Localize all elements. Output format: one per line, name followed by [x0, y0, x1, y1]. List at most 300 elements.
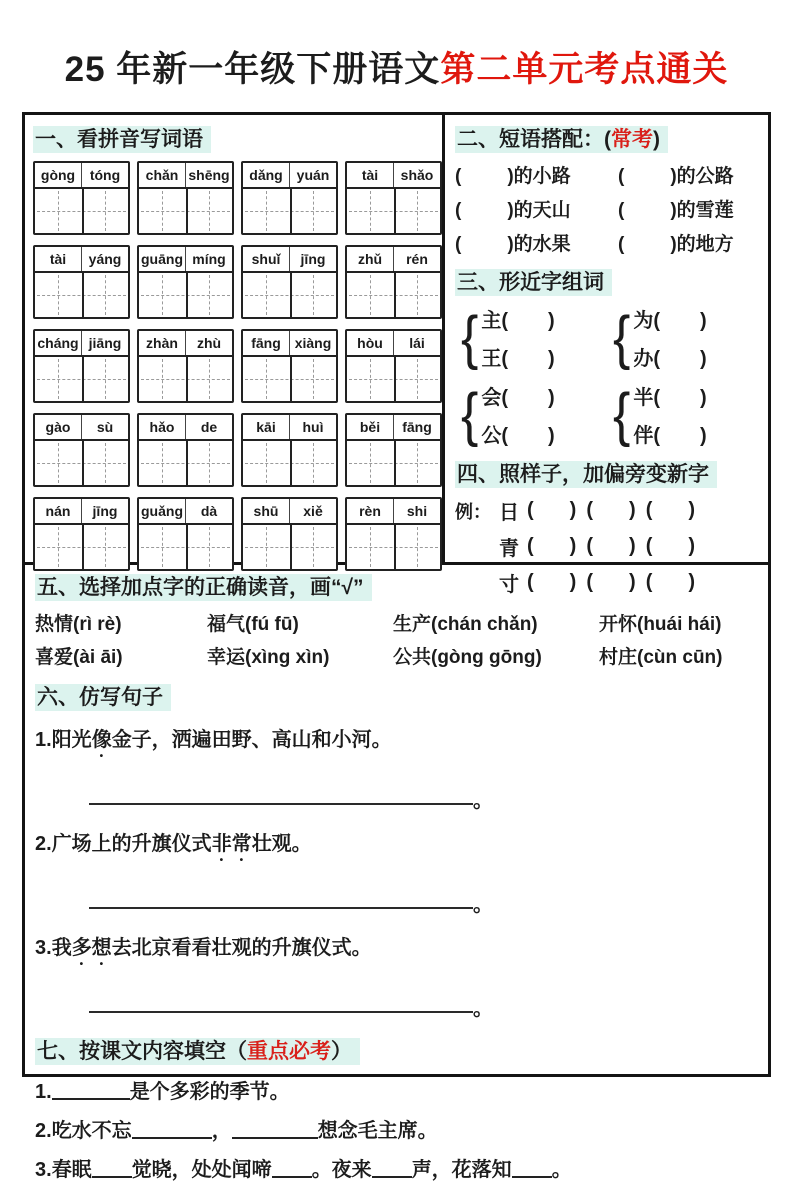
pinyin-syllable: de — [185, 415, 232, 439]
pronunciation-item: 喜爱(ài āi) — [35, 647, 123, 668]
writing-grid — [243, 525, 336, 569]
line-text: 。夜来 — [311, 1159, 372, 1181]
pinyin-syllables — [347, 499, 440, 525]
cell-divider-line — [82, 525, 84, 569]
close-paren: ) — [548, 387, 555, 409]
similar-char-column — [633, 381, 706, 448]
writing-grid — [35, 273, 128, 317]
pinyin-syllable: yuán — [289, 163, 336, 187]
phrase-match-item — [455, 195, 618, 222]
writing-grid — [243, 441, 336, 485]
pinyin-syllable: chǎn — [145, 167, 179, 183]
sentence-prompt — [35, 931, 758, 970]
line-text: 想念毛主席。 — [317, 1120, 438, 1142]
pinyin-word-box — [33, 329, 130, 403]
pinyin-word-box — [137, 413, 234, 487]
close-paren: ) — [548, 310, 555, 332]
cell-divider-line — [186, 273, 188, 317]
section-7-heading-text — [35, 1038, 360, 1065]
pinyin-syllable: huì — [289, 415, 336, 439]
pinyin-syllables — [347, 163, 440, 189]
cell-divider-line — [82, 273, 84, 317]
line-number: 2. — [35, 1120, 52, 1142]
pronunciation-item: 公共(gòng gōng) — [393, 647, 542, 668]
char: 会( — [481, 387, 509, 409]
phrase-match-row — [455, 229, 765, 256]
dashed-vertical-line — [105, 527, 106, 567]
pinyin-syllables — [243, 247, 336, 273]
close-paren: ) — [688, 571, 696, 593]
writing-grid — [139, 189, 232, 233]
brace-glyph: { — [613, 381, 631, 448]
pinyin-syllable: tài — [361, 167, 379, 183]
char: 半( — [633, 387, 661, 409]
answer-parens — [527, 499, 576, 522]
pinyin-syllables — [35, 415, 128, 441]
pinyin-syllables — [347, 415, 440, 441]
dashed-vertical-line — [105, 191, 106, 231]
similar-char-column — [481, 381, 554, 448]
writing-grid — [347, 357, 440, 401]
dashed-vertical-line — [162, 527, 163, 567]
char: 王( — [481, 348, 509, 370]
pinyin-syllable: rèn — [359, 503, 381, 519]
pinyin-syllable: tài — [49, 251, 67, 267]
pinyin-syllable: shi — [393, 499, 440, 523]
page-title-black: 25 年新一年级下册语文 — [64, 50, 441, 89]
base-char: 日 — [499, 502, 519, 524]
char: 为( — [633, 310, 661, 332]
pinyin-syllables — [35, 331, 128, 357]
similar-char-entry — [633, 304, 706, 333]
dashed-vertical-line — [209, 527, 210, 567]
pinyin-syllable: dà — [185, 499, 232, 523]
pinyin-syllable: kāi — [256, 419, 276, 435]
similar-char-entry — [481, 419, 554, 448]
open-paren: ( — [586, 571, 594, 593]
blank-underline — [52, 1084, 130, 1100]
fill-in-line — [35, 1153, 758, 1182]
pinyin-syllables — [35, 247, 128, 273]
similar-char-group — [613, 381, 765, 448]
open-paren: ( — [645, 535, 653, 557]
pinyin-grid-row — [33, 413, 442, 487]
similar-char-entry — [481, 381, 554, 410]
pinyin-syllable: míng — [185, 247, 232, 271]
writing-grid — [243, 189, 336, 233]
pinyin-word-box — [33, 497, 130, 571]
pinyin-syllables — [139, 247, 232, 273]
fill-in-line — [35, 1075, 758, 1104]
dashed-vertical-line — [162, 275, 163, 315]
pinyin-syllable: shēng — [185, 163, 232, 187]
phrase-match-item — [455, 161, 618, 188]
pinyin-syllables — [35, 163, 128, 189]
base-char: 寸 — [499, 574, 519, 596]
dashed-vertical-line — [417, 191, 418, 231]
char: 伴( — [633, 425, 661, 447]
cell-divider-line — [394, 525, 396, 569]
open-paren: ( — [455, 200, 462, 221]
cell-divider-line — [82, 357, 84, 401]
pinyin-word-box — [137, 497, 234, 571]
period: 。 — [473, 894, 493, 916]
brace-glyph: { — [461, 381, 479, 448]
dashed-vertical-line — [58, 527, 59, 567]
phrase-suffix: )的地方 — [670, 234, 734, 255]
phrase-suffix: )的小路 — [507, 166, 571, 187]
pinyin-syllable: jīng — [81, 499, 128, 523]
close-paren: ) — [700, 387, 707, 409]
page-title — [0, 42, 793, 92]
phrase-suffix: )的公路 — [670, 166, 734, 187]
pinyin-syllables — [243, 499, 336, 525]
pinyin-syllable: shuǐ — [251, 251, 281, 267]
cell-divider-line — [394, 273, 396, 317]
right-column — [445, 115, 773, 596]
dashed-vertical-line — [313, 527, 314, 567]
section-6-heading — [35, 681, 758, 711]
writing-grid — [139, 273, 232, 317]
char: 公( — [481, 425, 509, 447]
dashed-vertical-line — [417, 527, 418, 567]
dashed-vertical-line — [266, 527, 267, 567]
dashed-vertical-line — [58, 275, 59, 315]
pinyin-syllable: hǎo — [149, 419, 175, 435]
open-paren: ( — [527, 499, 534, 521]
pinyin-syllable: shǎo — [393, 163, 440, 187]
line-text: 声，花落知 — [411, 1159, 512, 1181]
pinyin-grid-row — [33, 161, 442, 235]
phrase-match-list — [455, 161, 765, 256]
section-3-heading — [455, 266, 765, 296]
similar-char-group — [461, 381, 613, 448]
sentence-emphasis: 像 — [91, 729, 112, 751]
close-paren: ) — [700, 310, 707, 332]
answer-parens — [646, 499, 695, 522]
cell-divider-line — [290, 357, 292, 401]
sentence-pre: 我 — [51, 937, 72, 959]
section-3 — [455, 266, 765, 448]
text-fill-list — [35, 1075, 758, 1182]
open-paren: ( — [618, 200, 625, 221]
dashed-vertical-line — [313, 359, 314, 399]
blank-underline — [132, 1123, 212, 1139]
similar-char-groups — [455, 304, 765, 448]
open-paren: ( — [645, 499, 653, 521]
close-paren: ) — [548, 348, 555, 370]
writing-grid — [139, 441, 232, 485]
line-text: 春眠 — [51, 1159, 92, 1181]
similar-char-column — [481, 304, 554, 371]
close-paren: ) — [548, 425, 555, 447]
pinyin-syllable: fāng — [251, 335, 281, 351]
pinyin-grid-row — [33, 245, 442, 319]
dashed-vertical-line — [266, 443, 267, 483]
answer-parens — [646, 535, 695, 558]
open-paren: ( — [618, 166, 625, 187]
pinyin-syllable: shū — [253, 503, 279, 519]
dashed-vertical-line — [370, 443, 371, 483]
pinyin-syllable: sù — [81, 415, 128, 439]
section-2-heading-black: 二、短语搭配：( — [457, 128, 611, 151]
phrase-match-item — [618, 195, 734, 222]
pinyin-grid-row — [33, 497, 442, 571]
pinyin-syllables — [139, 499, 232, 525]
line-text: 。 — [551, 1159, 572, 1181]
section-4-heading — [455, 458, 765, 488]
open-paren: ( — [645, 571, 653, 593]
sentence-number: 1. — [35, 729, 52, 751]
dashed-vertical-line — [105, 359, 106, 399]
line-number: 1. — [35, 1081, 52, 1103]
cell-divider-line — [290, 525, 292, 569]
pinyin-syllable: xiě — [289, 499, 336, 523]
pinyin-syllables — [139, 163, 232, 189]
cell-divider-line — [82, 441, 84, 485]
writing-grid — [35, 525, 128, 569]
dashed-vertical-line — [417, 275, 418, 315]
open-paren: ( — [455, 234, 462, 255]
dashed-vertical-line — [162, 359, 163, 399]
example-label: 例： — [455, 501, 491, 522]
pinyin-syllable: zhàn — [146, 335, 178, 351]
similar-char-column — [633, 304, 706, 371]
cell-divider-line — [186, 357, 188, 401]
line-text: 吃水不忘 — [51, 1120, 132, 1142]
pinyin-syllable: nán — [45, 503, 71, 519]
pinyin-word-box — [241, 497, 338, 571]
dashed-vertical-line — [58, 443, 59, 483]
pinyin-word-box — [241, 329, 338, 403]
line-text: ， — [211, 1120, 232, 1142]
pinyin-syllable: jīng — [289, 247, 336, 271]
similar-char-group — [613, 304, 765, 371]
pronunciation-item: 开怀(huái hái) — [599, 614, 722, 635]
section-6-heading-text: 六、仿写句子 — [35, 684, 171, 711]
pinyin-syllable: gòng — [40, 167, 76, 183]
phrase-match-item — [618, 229, 734, 256]
pinyin-word-box — [241, 161, 338, 235]
section-4-heading-text: 四、照样子，加偏旁变新字 — [455, 461, 717, 488]
close-paren: ) — [569, 535, 577, 557]
dashed-vertical-line — [313, 275, 314, 315]
pinyin-syllables — [35, 499, 128, 525]
cell-divider-line — [290, 189, 292, 233]
writing-grid — [139, 525, 232, 569]
answer-parens — [586, 535, 635, 558]
sentence-number: 2. — [35, 833, 52, 855]
close-paren: ) — [688, 535, 696, 557]
close-paren: ) — [629, 535, 636, 557]
phrase-match-item — [455, 229, 618, 256]
blank-underline — [89, 1011, 473, 1013]
writing-grid — [35, 189, 128, 233]
phrase-suffix: )的水果 — [507, 234, 571, 255]
writing-grid — [243, 357, 336, 401]
cell-divider-line — [290, 441, 292, 485]
similar-char-entry — [481, 342, 554, 371]
section-7 — [35, 1035, 758, 1182]
sentence-post: 壮观。 — [251, 833, 312, 855]
phrase-match-item — [618, 161, 734, 188]
pinyin-syllable: zhù — [185, 331, 232, 355]
cell-divider-line — [394, 189, 396, 233]
dashed-vertical-line — [58, 191, 59, 231]
brace-glyph: { — [461, 304, 479, 371]
pinyin-word-box — [241, 413, 338, 487]
similar-char-row — [461, 304, 765, 371]
pinyin-syllable: gào — [45, 419, 71, 435]
phrase-suffix: )的雪莲 — [670, 200, 734, 221]
dashed-vertical-line — [162, 443, 163, 483]
pinyin-word-box — [241, 245, 338, 319]
pinyin-syllable: tóng — [81, 163, 128, 187]
sentence-prompt — [35, 723, 758, 762]
dashed-vertical-line — [105, 275, 106, 315]
section-3-heading-text: 三、形近字组词 — [455, 269, 612, 296]
close-paren: ) — [700, 425, 707, 447]
bottom-area — [25, 565, 768, 1182]
dashed-vertical-line — [266, 359, 267, 399]
answer-parens — [586, 571, 635, 594]
pronunciation-item: 福气(fú fū) — [207, 614, 299, 635]
pronunciation-row — [35, 609, 758, 636]
phrase-match-row — [455, 195, 765, 222]
open-paren: ( — [586, 535, 594, 557]
sentence-pre: 阳光 — [51, 729, 92, 751]
writing-grid — [347, 189, 440, 233]
cell-divider-line — [186, 441, 188, 485]
section-2-heading-close: ) — [653, 128, 660, 151]
sentence-copy-list — [35, 723, 758, 1021]
answer-parens — [646, 571, 695, 594]
open-paren: ( — [527, 571, 534, 593]
blank-underline — [372, 1162, 412, 1178]
dashed-vertical-line — [266, 275, 267, 315]
pinyin-syllable: zhǔ — [357, 251, 383, 267]
open-paren: ( — [455, 166, 462, 187]
radical-row — [455, 532, 765, 561]
worksheet-frame — [22, 112, 771, 1181]
sentence-pre: 广场上的升旗仪式 — [51, 833, 212, 855]
pinyin-syllables — [243, 415, 336, 441]
line-text: 是个多彩的季节。 — [129, 1081, 290, 1103]
answer-line — [89, 784, 758, 813]
pinyin-word-box — [137, 329, 234, 403]
writing-grid — [347, 273, 440, 317]
writing-grid — [243, 273, 336, 317]
dashed-vertical-line — [370, 359, 371, 399]
pinyin-syllables — [139, 415, 232, 441]
answer-parens — [527, 571, 576, 594]
pinyin-word-box — [33, 161, 130, 235]
section-1 — [25, 115, 445, 562]
section-6 — [35, 681, 758, 1021]
similar-char-entry — [633, 342, 706, 371]
pronunciation-row — [35, 642, 758, 669]
pinyin-word-box — [137, 245, 234, 319]
sentence-number: 3. — [35, 937, 52, 959]
pinyin-word-box — [345, 161, 442, 235]
dashed-vertical-line — [58, 359, 59, 399]
answer-line — [89, 992, 758, 1021]
pronunciation-item: 生产(chán chǎn) — [393, 614, 538, 635]
pinyin-syllable: guāng — [141, 251, 183, 267]
section-4 — [455, 458, 765, 597]
cell-divider-line — [394, 441, 396, 485]
pinyin-syllable: lái — [393, 331, 440, 355]
answer-parens — [586, 499, 635, 522]
similar-char-entry — [633, 419, 706, 448]
answer-parens — [527, 535, 576, 558]
phrase-match-row — [455, 161, 765, 188]
sentence-post: 去北京看看壮观的升旗仪式。 — [111, 937, 372, 959]
pronunciation-item: 幸运(xìng xìn) — [207, 647, 330, 668]
similar-char-row — [461, 381, 765, 448]
section-7-heading-close: ） — [331, 1040, 352, 1063]
writing-grid — [35, 441, 128, 485]
section-5-heading-text: 五、选择加点字的正确读音，画“√” — [35, 574, 372, 601]
dashed-vertical-line — [105, 443, 106, 483]
section-2 — [455, 123, 765, 256]
blank-underline — [89, 907, 473, 909]
writing-grid — [35, 357, 128, 401]
radical-rows — [455, 496, 765, 597]
pinyin-syllable: yáng — [81, 247, 128, 271]
cell-divider-line — [186, 189, 188, 233]
section-7-heading-red: 重点必考 — [247, 1040, 331, 1063]
line-number: 3. — [35, 1159, 52, 1181]
pinyin-syllables — [243, 163, 336, 189]
fill-in-line — [35, 1114, 758, 1143]
cell-divider-line — [82, 189, 84, 233]
blank-underline — [89, 803, 473, 805]
section-1-heading — [33, 123, 442, 153]
cell-divider-line — [394, 357, 396, 401]
dashed-vertical-line — [417, 443, 418, 483]
writing-grid — [139, 357, 232, 401]
pinyin-syllable: xiàng — [289, 331, 336, 355]
writing-grid — [347, 441, 440, 485]
pinyin-grid — [33, 161, 442, 571]
pinyin-syllable: guǎng — [141, 503, 183, 519]
pinyin-word-box — [345, 413, 442, 487]
open-paren: ( — [586, 499, 594, 521]
dashed-vertical-line — [313, 443, 314, 483]
dashed-vertical-line — [370, 275, 371, 315]
sentence-post: 金子，洒遍田野、高山和小河。 — [111, 729, 392, 751]
blank-underline — [272, 1162, 312, 1178]
radical-row — [455, 568, 765, 597]
section-2-heading-text — [455, 126, 668, 153]
pinyin-syllable: cháng — [37, 335, 79, 351]
pinyin-word-box — [137, 161, 234, 235]
pinyin-syllables — [139, 331, 232, 357]
pinyin-word-box — [345, 329, 442, 403]
close-paren: ) — [688, 499, 696, 521]
char: 办( — [633, 348, 661, 370]
section-1-heading-text: 一、看拼音写词语 — [33, 126, 211, 153]
pinyin-syllable: běi — [359, 419, 381, 435]
section-2-heading — [455, 123, 765, 153]
pinyin-syllables — [347, 247, 440, 273]
pinyin-syllable: rén — [393, 247, 440, 271]
radical-row — [455, 496, 765, 525]
cell-divider-line — [290, 273, 292, 317]
section-7-heading-black: 七、按课文内容填空（ — [37, 1040, 247, 1063]
pinyin-syllable: hòu — [357, 335, 383, 351]
